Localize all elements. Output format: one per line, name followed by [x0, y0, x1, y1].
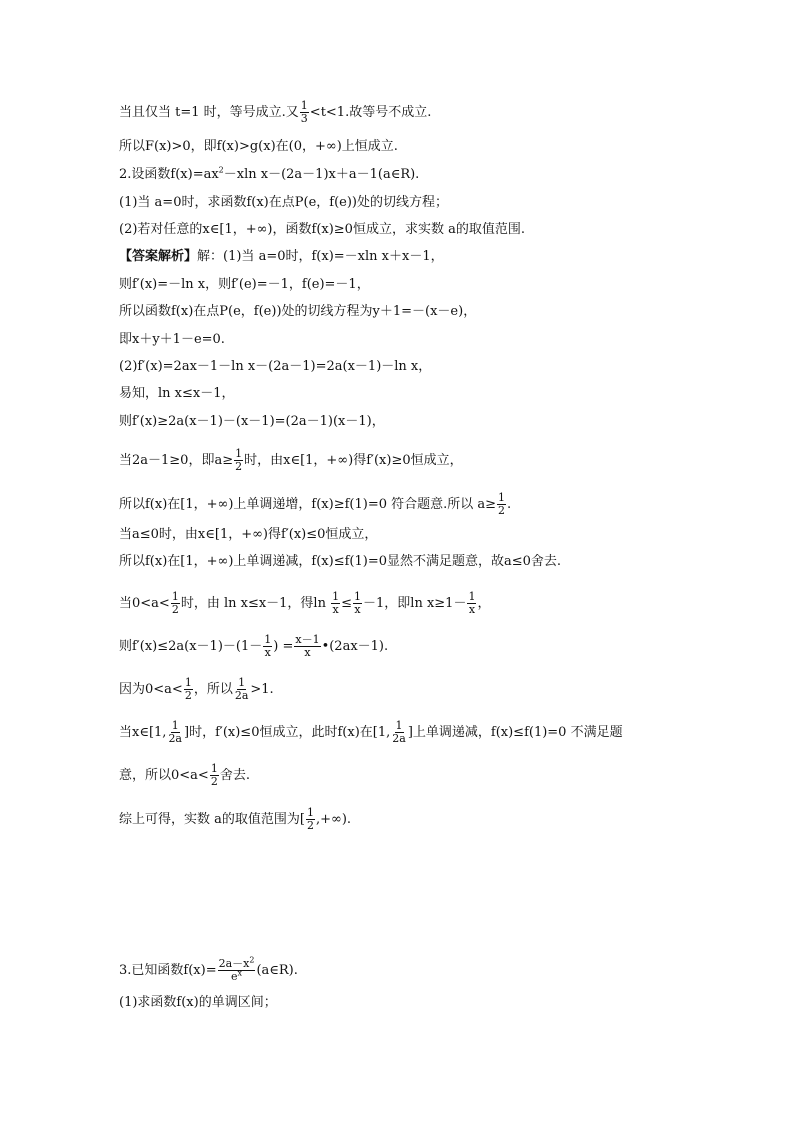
text-line-17: 当0<a< $\frac{1}{2}$ 时，由 ln x≤x－1，得ln $\frac{1}{x}$ ≤ $\frac{1}{x}$ －1，即ln x≥1－ $\frac{1}{x}$ ， [119, 590, 491, 616]
question-2-stem: 2.设函数$f(x)=ax^2-xln$ x－(2a－1)x＋a－1(a∈R). [119, 165, 420, 182]
answer-tag: 【答案解析】 [119, 249, 198, 264]
text-line-14: 所以f(x)在[1，+∞)上单调递增，f(x)≥f(1)=0 符合题意.所以 a≥ $\frac{1}{2}$ . [119, 491, 512, 517]
question-2-part-1: (1)当 a=0时，求函数f(x)在点P(e，f(e))处的切线方程； [119, 195, 448, 210]
fraction: $\frac{1}{2a}$ [168, 719, 182, 745]
fraction: $\frac{1}{2}$ [184, 676, 192, 702]
text-line-10: (2)f′(x)=2ax－1－ln x－(2a－1)=2a(x－1)－ln x， [119, 359, 432, 374]
fraction: $\frac{1}{2}$ [498, 491, 506, 517]
text-line-22: 综上可得，实数 a的取值范围为[ $\frac{1}{2}$ ,+∞). [119, 806, 352, 832]
text-line-2: 所以F(x)>0，即f(x)>g(x)在(0，+∞)上恒成立. [119, 139, 398, 154]
fraction: $\frac{1}{2}$ [171, 590, 179, 616]
fraction: $\frac{1}{2}$ [306, 806, 314, 832]
question-3-stem: 3.已知函数f(x)= $\frac{2a-x^2}{e^x}$ (a∈R). [119, 955, 298, 983]
fraction: $\frac{1}{x}$ [354, 590, 362, 616]
fraction: $\frac{1}{x}$ [332, 590, 340, 616]
fraction: $\frac{1}{2}$ [235, 447, 243, 473]
text-line-13: 当2a－1≥0，即a≥ $\frac{1}{2}$ 时，由x∈[1，+∞)得f′(x)≥0恒成立， [119, 447, 463, 473]
fraction: $\frac{1}{2a}$ [234, 676, 249, 702]
text-line-20: 当x∈[1, $\frac{1}{2a}$ ]时，f′(x)≤0恒成立，此时f(x)在[1, $\frac{1}{2a}$ ]上单调递减，f(x)≤f(1)=0 不满足题 [119, 719, 623, 745]
text-line-9: 即x＋y＋1－e=0. [119, 332, 225, 347]
fraction: $\frac{2a-x^2}{e^x}$ [218, 955, 255, 983]
text-line-8: 所以函数f(x)在点P(e，f(e))处的切线方程为y＋1=－(x－e)， [119, 304, 477, 319]
fraction: $\frac{1}{2a}$ [392, 719, 406, 745]
text-line-1: 当且仅当 t=1 时，等号成立.又 $\frac{1}{3}$ <t<1.故等号不成立. [119, 99, 432, 125]
text-line-16: 所以f(x)在[1，+∞)上单调递减，f(x)≤f(1)=0显然不满足题意，故a≤0舍去. [119, 554, 562, 569]
text-line-11: 易知，ln x≤x－1， [119, 386, 235, 401]
fraction: $\frac{x-1}{x}$ [295, 633, 320, 659]
text-line-15: 当a≤0时，由x∈[1，+∞)得f′(x)≤0恒成立， [119, 527, 378, 542]
answer-header: 【答案解析】解：(1)当 a=0时，f(x)=－xln x＋x－1， [119, 249, 444, 264]
text-line-12: 则f′(x)≥2a(x－1)－(x－1)=(2a－1)(x－1)， [119, 414, 385, 429]
question-2-part-2: (2)若对任意的x∈[1，+∞)，函数f(x)≥0恒成立，求实数 a的取值范围. [119, 222, 525, 237]
fraction: $\frac{1}{3}$ [300, 99, 308, 125]
fraction: $\frac{1}{2}$ [210, 762, 218, 788]
text-line-18: 则f′(x)≤2a(x－1)－(1－ $\frac{1}{x}$ ) = $\frac{x-1}{x}$ •(2ax－1). [119, 633, 389, 659]
text-line-7: 则f′(x)=－ln x，则f′(e)=－1，f(e)=－1， [119, 277, 370, 292]
fraction: $\frac{1}{x}$ [468, 590, 476, 616]
question-3-part-1: (1)求函数f(x)的单调区间； [119, 995, 277, 1010]
fraction: $\frac{1}{x}$ [264, 633, 272, 659]
text-line-19: 因为0<a< $\frac{1}{2}$ ，所以 $\frac{1}{2a}$ >1. [119, 676, 274, 702]
text-line-21: 意，所以0<a< $\frac{1}{2}$ 舍去. [119, 762, 250, 788]
